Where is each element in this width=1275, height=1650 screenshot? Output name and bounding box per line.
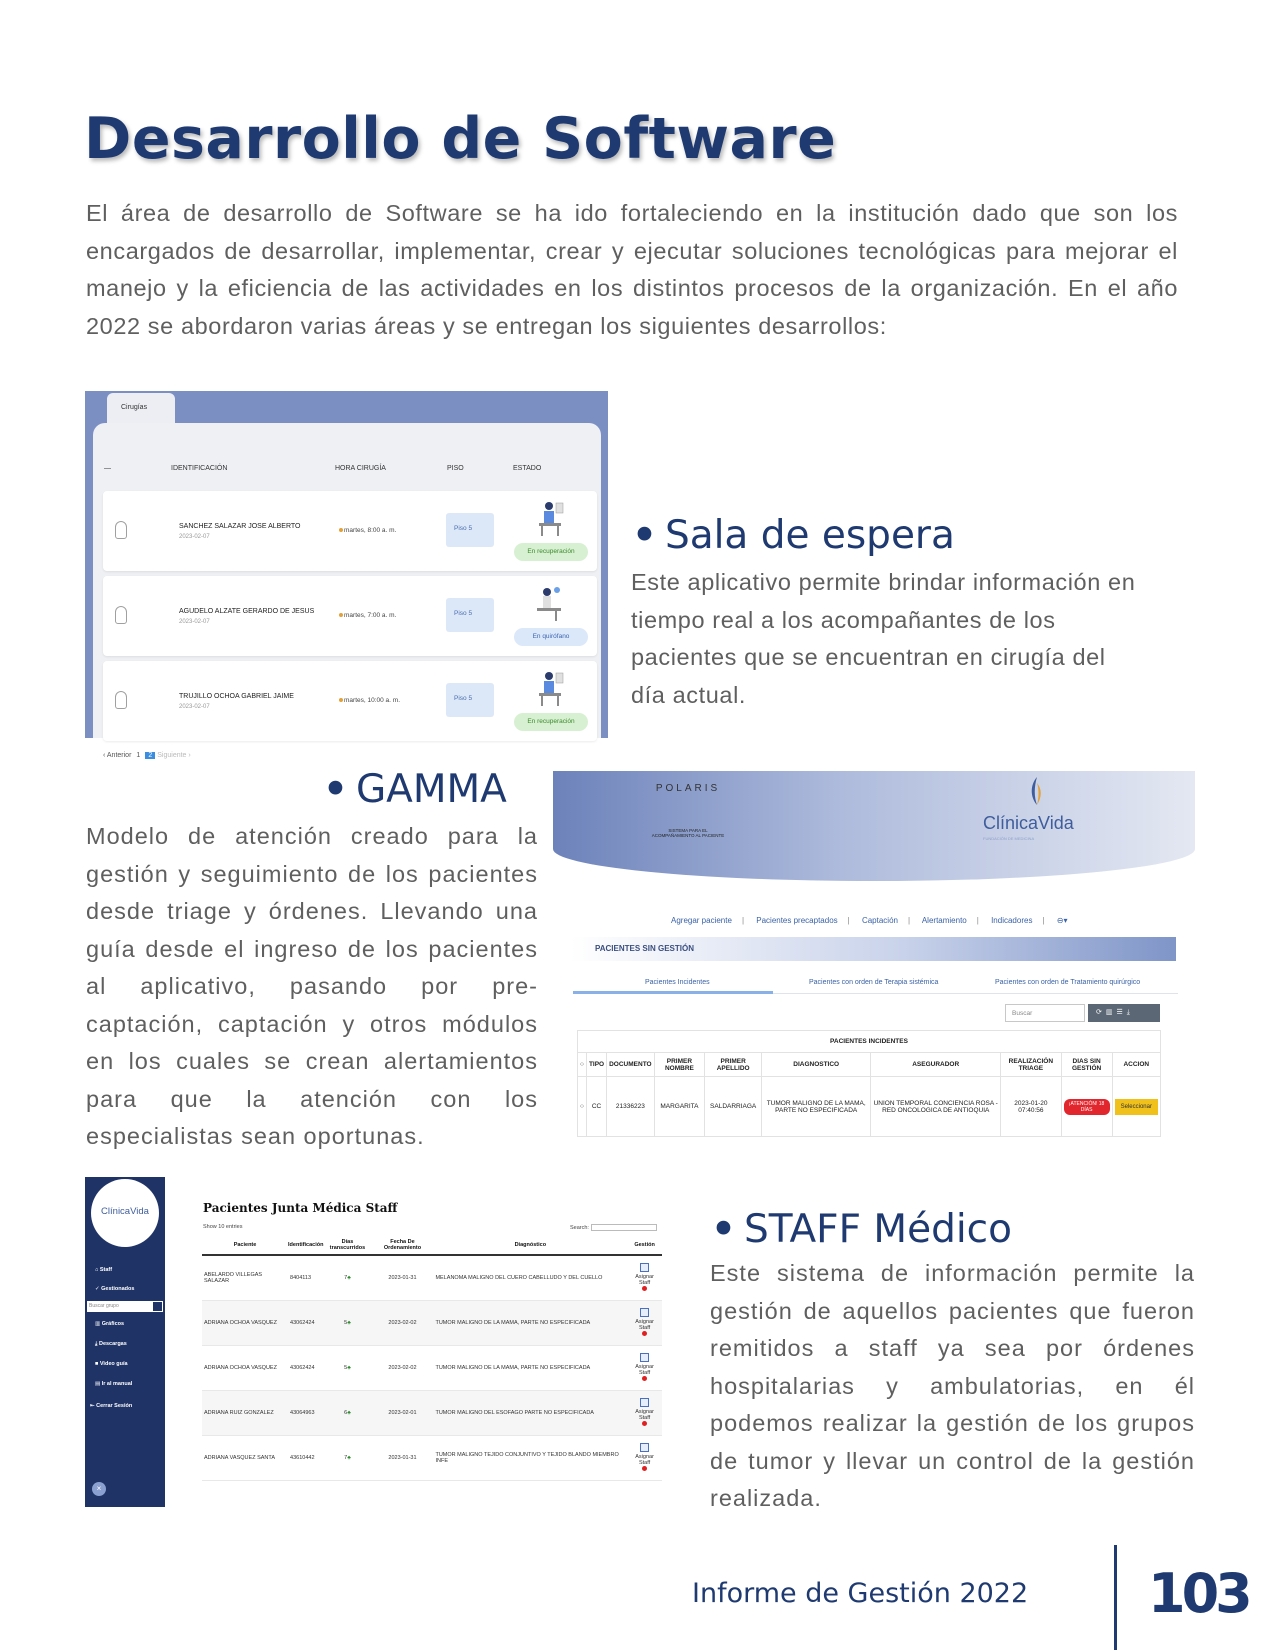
sala-heading: • Sala de espera	[632, 513, 955, 558]
search-icon[interactable]	[153, 1302, 162, 1311]
table-row[interactable]	[578, 1077, 1161, 1137]
footer-report-title: Informe de Gestión 2022	[692, 1578, 1029, 1609]
cell-documento: 21336223	[607, 1077, 655, 1137]
pager-page-1[interactable]: 1	[136, 752, 141, 759]
col-header-piso: PISO	[447, 465, 464, 472]
tab-tratamiento-quirurgico[interactable]: Pacientes con orden de Tratamiento quirúrgico	[995, 979, 1141, 986]
tab-terapia-sistemica[interactable]: Pacientes con orden de Terapia sistémica	[809, 979, 939, 986]
surgery-card[interactable]	[103, 661, 597, 741]
staff-title: Pacientes Junta Médica Staff	[203, 1201, 398, 1215]
cell-gestion[interactable]: Asignar Staff	[627, 1390, 662, 1435]
pagination	[103, 752, 191, 759]
sidebar-item-manual[interactable]: ▤ Ir al manual	[95, 1381, 133, 1387]
assign-checkbox[interactable]	[640, 1398, 649, 1407]
group-search-input[interactable]: Buscar grupo	[87, 1301, 163, 1312]
cell-paciente: ADRIANA OCHOA VASQUEZ	[202, 1300, 288, 1345]
assign-checkbox[interactable]	[640, 1263, 649, 1272]
sidebar-item-descargas[interactable]: ⤓ Descargas	[95, 1341, 127, 1347]
footer-divider	[1114, 1545, 1117, 1650]
select-button[interactable]: Seleccionar	[1115, 1099, 1158, 1115]
intro-paragraph: El área de desarrollo de Software se ha ido fortaleciendo en la institución dado que son los encargados de desarrollar, implementar, crear y ejecutar soluciones tecnológicas para mejorar el manejo y la eficiencia de las actividades en los distintos procesos de la organización. En el año 2022 se abordaron varias áreas y se entregan los siguientes desarrollos:	[86, 200, 1178, 339]
status-dot	[642, 1331, 647, 1336]
nav-indicadores[interactable]: Indicadores	[991, 916, 1033, 925]
cell-dias: 5♣	[323, 1300, 371, 1345]
staff-paragraph: Este sistema de información permite la gestión de aquellos pacientes que fueron remitidos a staff ya sea por órdenes hospitalarias y ambulatorias, en él podemos realizar la gestión de los grupos de tumor y llevar un control de la gestión realizada.	[710, 1260, 1195, 1511]
col-accion: ACCION	[1112, 1053, 1160, 1077]
pacientes-table	[577, 1030, 1161, 1137]
recovery-illustration-icon	[535, 499, 565, 537]
sala-paragraph: Este aplicativo permite brindar información en tiempo real a los acompañantes de los pacientes que se encuentran en cirugía del día actual.	[631, 569, 1136, 708]
col-header-collapse: —	[104, 465, 111, 472]
col-triage: REALIZACIÓN TRIAGE	[1001, 1053, 1061, 1077]
col-paciente[interactable]: Paciente	[202, 1235, 288, 1255]
cell-fecha: 2023-02-02	[371, 1300, 433, 1345]
status-dot	[642, 1466, 647, 1471]
col-diagnostico: DIAGNOSTICO	[762, 1053, 871, 1077]
cell-gestion[interactable]: Asignar Staff	[627, 1435, 662, 1480]
cell-id: 43062424	[288, 1300, 323, 1345]
staff-heading: • STAFF Médico	[711, 1207, 1012, 1252]
cell-apellido: SALDARRIAGA	[705, 1077, 762, 1137]
cell-id: 43610442	[288, 1435, 323, 1480]
floor-badge: Piso 5	[446, 683, 494, 717]
table-row[interactable]	[202, 1300, 662, 1345]
sidebar-item-staff[interactable]: ⌂ Staff	[95, 1267, 113, 1273]
active-tab-indicator	[573, 991, 773, 994]
cirugias-panel	[93, 423, 601, 759]
floor-badge: Piso 5	[446, 513, 494, 547]
surgery-card[interactable]	[103, 491, 597, 571]
cell-nombre: MARGARITA	[654, 1077, 705, 1137]
clinicavida-logo-icon	[1026, 775, 1048, 807]
table-tools[interactable]: ⟳▥☰⤓	[1088, 1004, 1160, 1022]
cell-paciente: ADRIANA OCHOA VASQUEZ	[202, 1345, 288, 1390]
assign-checkbox[interactable]	[640, 1443, 649, 1452]
close-icon[interactable]: ×	[92, 1482, 106, 1496]
cell-paciente: ADRIANA RUIZ GONZALEZ	[202, 1390, 288, 1435]
cell-triage: 2023-01-20 07:40:56	[1001, 1077, 1061, 1137]
row-checkbox[interactable]: ○	[578, 1077, 587, 1137]
patient-date: 2023-02-07	[179, 704, 210, 710]
polaris-logo: POLARIS SISTEMA PARA EL ACOMPAÑAMIENTO AL PACIENTE	[651, 783, 725, 838]
col-header-hora: HORA CIRUGÍA	[335, 465, 386, 472]
gamma-screenshot	[553, 771, 1195, 1144]
clinicavida-logo: ClínicaVida	[91, 1179, 159, 1247]
cell-fecha: 2023-02-01	[371, 1390, 433, 1435]
clinicavida-logo: ClínicaVida FUNDACIÓN DE MEDICINA	[983, 813, 1074, 841]
select-all-checkbox[interactable]: ○	[578, 1053, 587, 1077]
staff-screenshot	[85, 1177, 675, 1507]
page-title: Desarrollo de Software	[84, 106, 837, 172]
nav-captacion[interactable]: Captación	[861, 916, 898, 925]
sala-espera-screenshot	[85, 391, 608, 759]
patient-name: TRUJILLO OCHOA GABRIEL JAIME	[179, 693, 294, 700]
cell-diag: TUMOR MALIGNO DE LA MAMA, PARTE NO ESPECIFICADA	[433, 1300, 627, 1345]
cell-gestion[interactable]: Asignar Staff	[627, 1255, 662, 1300]
page-number: 103	[1148, 1562, 1249, 1625]
patient-icon	[115, 521, 127, 539]
table-row[interactable]	[202, 1435, 662, 1480]
cell-gestion[interactable]: Asignar Staff	[627, 1345, 662, 1390]
status-dot	[642, 1286, 647, 1291]
status-dot	[642, 1421, 647, 1426]
cell-dias: 7♣	[323, 1255, 371, 1300]
cell-tipo: CC	[586, 1077, 606, 1137]
col-primer-nombre: PRIMER NOMBRE	[654, 1053, 705, 1077]
table-caption: PACIENTES INCIDENTES	[578, 1031, 1161, 1053]
surgery-time: martes, 8:00 a. m.	[339, 527, 396, 534]
col-identificacion[interactable]: Identificación	[288, 1235, 323, 1255]
staff-table	[202, 1235, 662, 1481]
assign-checkbox[interactable]	[640, 1353, 649, 1362]
staff-search[interactable]: Search:	[570, 1224, 657, 1231]
sidebar-item-video-guia[interactable]: ■ Video guía	[95, 1361, 128, 1367]
cell-fecha: 2023-02-02	[371, 1345, 433, 1390]
cell-id: 43064963	[288, 1390, 323, 1435]
status-badge: En recuperación	[514, 543, 588, 561]
col-dias: DIAS SIN GESTIÓN	[1061, 1053, 1112, 1077]
table-row[interactable]	[202, 1255, 662, 1300]
cell-paciente: ADRIANA VASQUEZ SANTA	[202, 1435, 288, 1480]
patient-name: SANCHEZ SALAZAR JOSE ALBERTO	[179, 523, 301, 530]
col-documento: DOCUMENTO	[607, 1053, 655, 1077]
col-tipo: TIPO	[586, 1053, 606, 1077]
surgery-illustration-icon	[535, 584, 565, 622]
cell-dias: 6♣	[323, 1390, 371, 1435]
cell-fecha: 2023-01-31	[371, 1435, 433, 1480]
patient-icon	[115, 691, 127, 709]
cell-diag: TUMOR MALIGNO DEL ESOFAGO PARTE NO ESPECIFICADA	[433, 1390, 627, 1435]
search-input[interactable]: Buscar	[1005, 1004, 1085, 1022]
cell-id: 8404113	[288, 1255, 323, 1300]
cell-diagnostico: TUMOR MALIGNO DE LA MAMA, PARTE NO ESPECIFICADA	[762, 1077, 871, 1137]
col-header-estado: ESTADO	[513, 465, 542, 472]
patient-name: AGUDELO ALZATE GERARDO DE JESUS	[179, 608, 315, 615]
status-badge: En recuperación	[514, 713, 588, 731]
patient-date: 2023-02-07	[179, 534, 210, 540]
assign-checkbox[interactable]	[640, 1308, 649, 1317]
table-row[interactable]	[202, 1345, 662, 1390]
staff-sidebar	[85, 1177, 165, 1507]
section-title: PACIENTES SIN GESTIÓN	[571, 937, 1176, 961]
col-diagnostico[interactable]: Diagnóstico	[433, 1235, 627, 1255]
cell-accion	[1112, 1077, 1160, 1137]
alert-badge: ¡ATENCIÓN! 18 DÍAS	[1064, 1099, 1110, 1115]
cell-gestion[interactable]: Asignar Staff	[627, 1300, 662, 1345]
cell-diag: TUMOR MALIGNO DE LA MAMA, PARTE NO ESPECIFICADA	[433, 1345, 627, 1390]
col-fecha[interactable]: Fecha De Ordenamiento	[371, 1235, 433, 1255]
cell-asegurador: UNION TEMPORAL CONCIENCIA ROSA - RED ONCOLOGICA DE ANTIOQUIA	[871, 1077, 1001, 1137]
show-entries-select[interactable]: Show 10 entries	[203, 1224, 243, 1230]
tab-cirugias[interactable]: Cirugías	[107, 393, 175, 423]
cell-paciente: ABELARDO VILLEGAS SALAZAR	[202, 1255, 288, 1300]
pager-prev[interactable]: ‹ Anterior	[103, 752, 132, 759]
cell-id: 43062424	[288, 1345, 323, 1390]
pager-next[interactable]: Siguiente ›	[157, 752, 191, 759]
col-gestion[interactable]: Gestión	[627, 1235, 662, 1255]
status-badge: En quirófano	[514, 628, 588, 646]
recovery-illustration-icon	[535, 669, 565, 707]
sidebar-item-gestionados[interactable]: ✓ Gestionados	[95, 1286, 135, 1292]
nav-alertamiento[interactable]: Alertamiento	[921, 916, 967, 925]
sidebar-item-logout[interactable]: ⇤ Cerrar Sesión	[90, 1403, 133, 1409]
sidebar-item-graficos[interactable]: ▥ Gráficos	[95, 1321, 125, 1327]
cell-fecha: 2023-01-31	[371, 1255, 433, 1300]
cell-dias: 5♣	[323, 1345, 371, 1390]
patient-icon	[115, 606, 127, 624]
patient-date: 2023-02-07	[179, 619, 210, 625]
tab-pacientes-incidentes[interactable]: Pacientes Incidentes	[645, 979, 710, 986]
col-asegurador: ASEGURADOR	[871, 1053, 1001, 1077]
col-header-identificacion: IDENTIFICACIÓN	[171, 465, 228, 472]
nav-pacientes-precaptados[interactable]: Pacientes precaptados	[756, 916, 838, 925]
cell-diag: MELANOMA MALIGNO DEL CUERO CABELLUDO Y DEL CUELLO	[433, 1255, 627, 1300]
table-row[interactable]	[202, 1390, 662, 1435]
user-icon[interactable]: ⊖▾	[1056, 916, 1068, 925]
surgery-card[interactable]	[103, 576, 597, 656]
cell-diag: TUMOR MALIGNO TEJIDO CONJUNTIVO Y TEJIDO BLANDO MIEMBRO INFE	[433, 1435, 627, 1480]
gamma-nav: Agregar paciente | Pacientes precaptados | Captación | Alertamiento | Indicadores | ⊖▾	[671, 916, 1068, 925]
cell-dias: 7♣	[323, 1435, 371, 1480]
nav-agregar-paciente[interactable]: Agregar paciente	[671, 916, 732, 925]
gamma-paragraph: Modelo de atención creado para la gestión y seguimiento de los pacientes desde triage y órdenes. Llevando una guía desde el ingreso de los pacientes al aplicativo, pasando por pre-captación, captación y otros módulos en los cuales se crean alertamientos para que la atención con los especialistas sean oportunas.	[86, 823, 538, 1149]
surgery-time: martes, 10:00 a. m.	[339, 697, 400, 704]
col-primer-apellido: PRIMER APELLIDO	[705, 1053, 762, 1077]
surgery-time: martes, 7:00 a. m.	[339, 612, 396, 619]
status-dot	[642, 1376, 647, 1381]
col-dias[interactable]: Días transcurridos	[323, 1235, 371, 1255]
cell-dias	[1061, 1077, 1112, 1137]
floor-badge: Piso 5	[446, 598, 494, 632]
pager-page-2[interactable]: 2	[145, 752, 155, 759]
gamma-heading: • GAMMA	[323, 767, 507, 812]
